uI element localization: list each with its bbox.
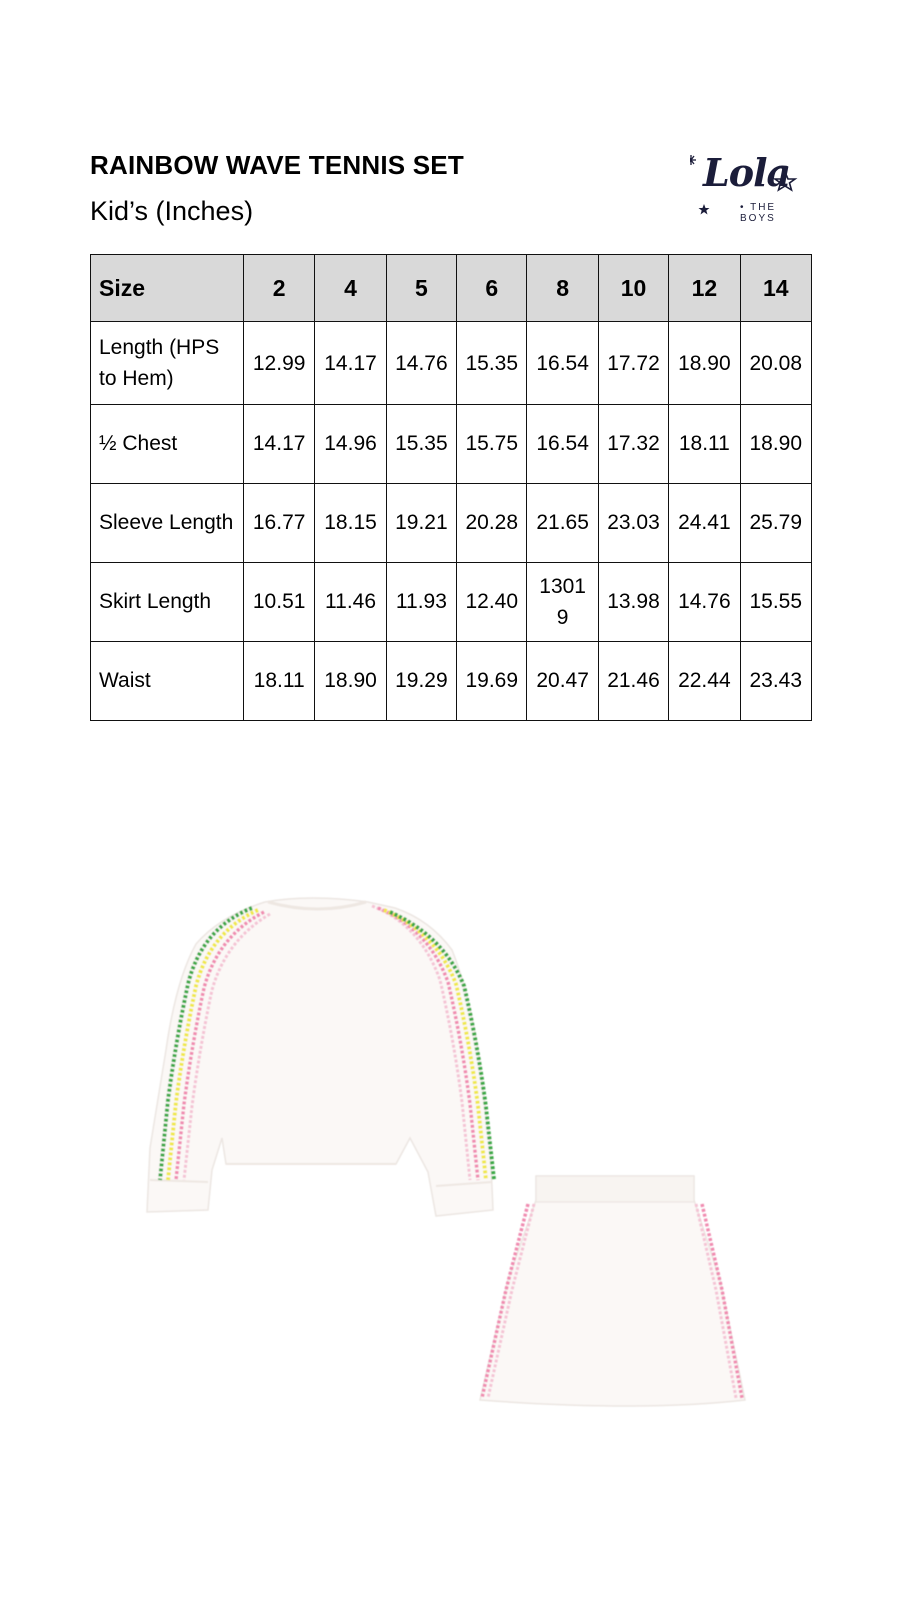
table-cell: 18.90 bbox=[669, 322, 740, 405]
table-cell: 18.15 bbox=[315, 484, 386, 563]
table-cell: 19.21 bbox=[386, 484, 456, 563]
table-cell: 11.93 bbox=[386, 563, 456, 642]
table-cell: 20.28 bbox=[457, 484, 527, 563]
table-row bbox=[91, 484, 812, 563]
table-cell: 15.35 bbox=[386, 405, 456, 484]
table-cell: 18.90 bbox=[315, 642, 386, 721]
table-row bbox=[91, 563, 812, 642]
table-cell: 13.98 bbox=[598, 563, 668, 642]
table-cell: 18.11 bbox=[669, 405, 740, 484]
table-row bbox=[91, 642, 812, 721]
table-cell: 23.43 bbox=[740, 642, 811, 721]
table-cell: 16.54 bbox=[527, 405, 598, 484]
header-size: Size bbox=[91, 255, 244, 322]
table-cell: 19.69 bbox=[457, 642, 527, 721]
table-cell: 18.11 bbox=[243, 642, 314, 721]
table-cell: 17.32 bbox=[598, 405, 668, 484]
row-label: Skirt Length bbox=[91, 563, 244, 642]
table-cell: 14.96 bbox=[315, 405, 386, 484]
table-cell: 14.17 bbox=[315, 322, 386, 405]
table-cell: 12.40 bbox=[457, 563, 527, 642]
table-cell: 23.03 bbox=[598, 484, 668, 563]
table-cell: 15.55 bbox=[740, 563, 811, 642]
product-title: RAINBOW WAVE TENNIS SET bbox=[90, 150, 464, 180]
table-cell: 15.35 bbox=[457, 322, 527, 405]
table-cell: 22.44 bbox=[669, 642, 740, 721]
table-row bbox=[91, 405, 812, 484]
table-cell: 16.77 bbox=[243, 484, 314, 563]
logo-tagline: • THE BOYS bbox=[740, 202, 777, 224]
table-cell: 15.75 bbox=[457, 405, 527, 484]
table-cell: 25.79 bbox=[740, 484, 811, 563]
header-size-4: 4 bbox=[315, 255, 386, 322]
header-size-8: 8 bbox=[527, 255, 598, 322]
header-size-6: 6 bbox=[457, 255, 527, 322]
table-cell: 1301 9 bbox=[527, 563, 598, 642]
table-cell: 21.65 bbox=[527, 484, 598, 563]
brand-logo bbox=[690, 150, 815, 225]
table-cell: 14.17 bbox=[243, 405, 314, 484]
row-label: Waist bbox=[91, 642, 244, 721]
table-header-row bbox=[91, 255, 812, 322]
sweatshirt-illustration bbox=[147, 898, 494, 1216]
table-cell: 20.47 bbox=[527, 642, 598, 721]
table-cell: 14.76 bbox=[386, 322, 456, 405]
skirt-illustration bbox=[480, 1176, 745, 1406]
table-cell: 20.08 bbox=[740, 322, 811, 405]
table-cell: 12.99 bbox=[243, 322, 314, 405]
table-row bbox=[91, 322, 812, 405]
table-cell: 16.54 bbox=[527, 322, 598, 405]
header-size-12: 12 bbox=[669, 255, 740, 322]
header-size-14: 14 bbox=[740, 255, 811, 322]
header-size-10: 10 bbox=[598, 255, 668, 322]
table-cell: 11.46 bbox=[315, 563, 386, 642]
table-cell: 24.41 bbox=[669, 484, 740, 563]
size-chart-table bbox=[90, 254, 812, 721]
table-cell: 17.72 bbox=[598, 322, 668, 405]
table-cell: 21.46 bbox=[598, 642, 668, 721]
header-size-2: 2 bbox=[243, 255, 314, 322]
table-cell: 10.51 bbox=[243, 563, 314, 642]
row-label: ½ Chest bbox=[91, 405, 244, 484]
logo-wordmark: Lola bbox=[703, 150, 791, 195]
size-chart-subtitle: Kid’s (Inches) bbox=[90, 196, 254, 226]
product-image bbox=[0, 880, 900, 1440]
row-label: Length (HPS to Hem) bbox=[91, 322, 244, 405]
header-size-5: 5 bbox=[386, 255, 456, 322]
table-cell: 19.29 bbox=[386, 642, 456, 721]
table-cell: 18.90 bbox=[740, 405, 811, 484]
table-cell: 14.76 bbox=[669, 563, 740, 642]
row-label: Sleeve Length bbox=[91, 484, 244, 563]
